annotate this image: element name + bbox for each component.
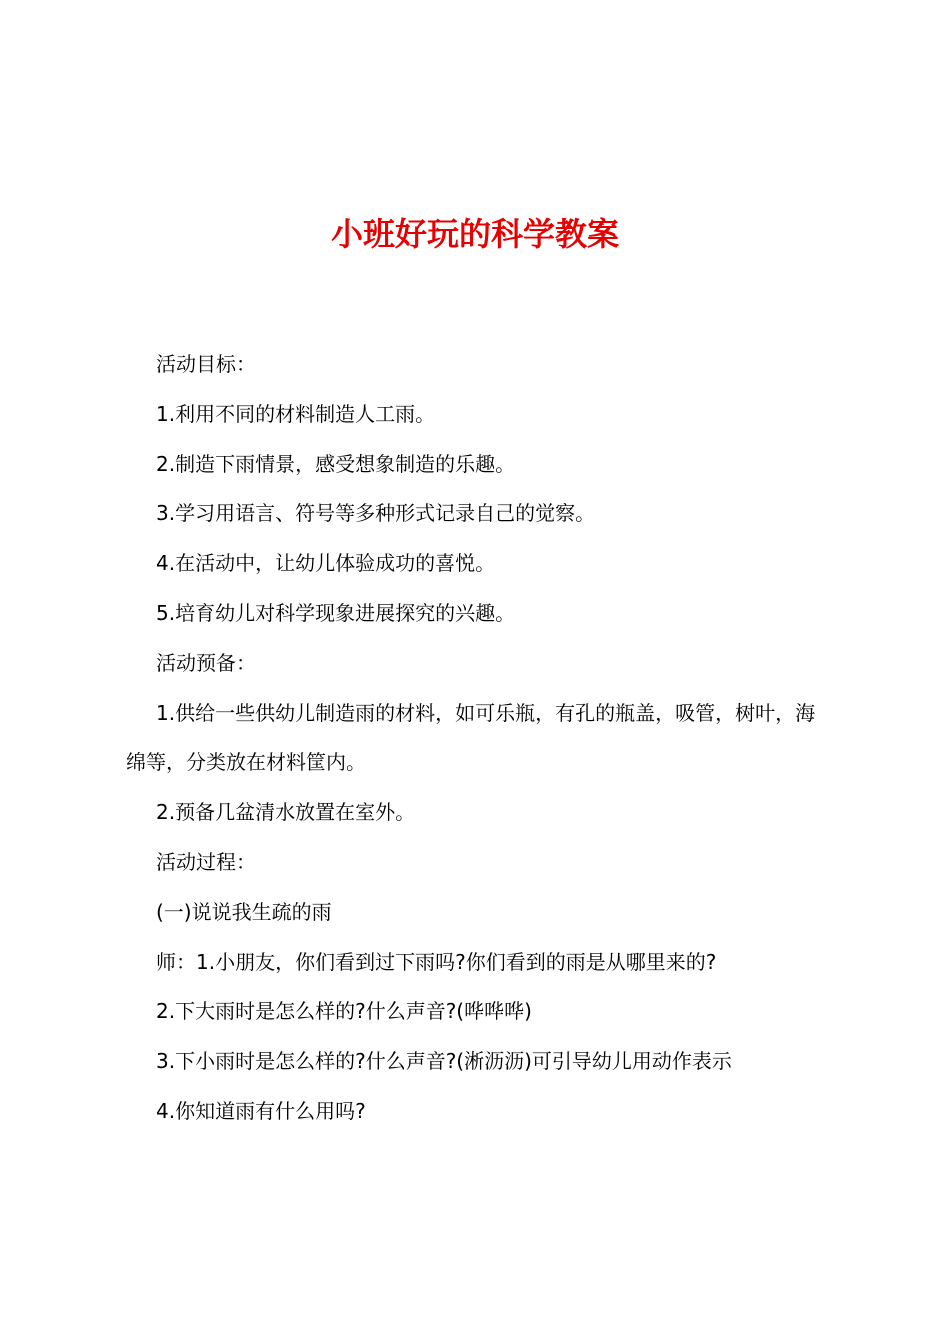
process-item: 2.下大雨时是怎么样的?什么声音?(哗哗哗) bbox=[156, 999, 532, 1024]
goal-item: 4.在活动中，让幼儿体验成功的喜悦。 bbox=[156, 551, 496, 576]
document-body bbox=[126, 340, 834, 1137]
section-heading-preparation: 活动预备： bbox=[156, 650, 256, 675]
section-heading-goals: 活动目标： bbox=[156, 352, 256, 376]
process-item: 师：1.小朋友，你们看到过下雨吗?你们看到的雨是从哪里来的? bbox=[156, 949, 717, 974]
process-item: 4.你知道雨有什么用吗? bbox=[156, 1098, 366, 1123]
goal-item: 2.制造下雨情景，感受想象制造的乐趣。 bbox=[156, 451, 516, 476]
preparation-item: 2.预备几盆清水放置在室外。 bbox=[156, 800, 416, 825]
goal-item: 5.培育幼儿对科学现象进展探究的兴趣。 bbox=[156, 600, 516, 625]
preparation-item: 1.供给一些供幼儿制造雨的材料，如可乐瓶，有孔的瓶盖，吸管，树叶，海绵等，分类放在材料筐内。 bbox=[126, 700, 816, 775]
section-heading-process: 活动过程： bbox=[156, 849, 256, 874]
goal-item: 3.学习用语言、符号等多种形式记录自己的觉察。 bbox=[156, 501, 596, 526]
goal-item: 1.利用不同的材料制造人工雨。 bbox=[156, 401, 436, 426]
document-title: 小班好玩的科学教案 bbox=[330, 215, 619, 253]
process-step-heading: (一)说说我生疏的雨 bbox=[156, 899, 332, 924]
process-item: 3.下小雨时是怎么样的?什么声音?(淅沥沥)可引导幼儿用动作表示 bbox=[156, 1049, 732, 1074]
